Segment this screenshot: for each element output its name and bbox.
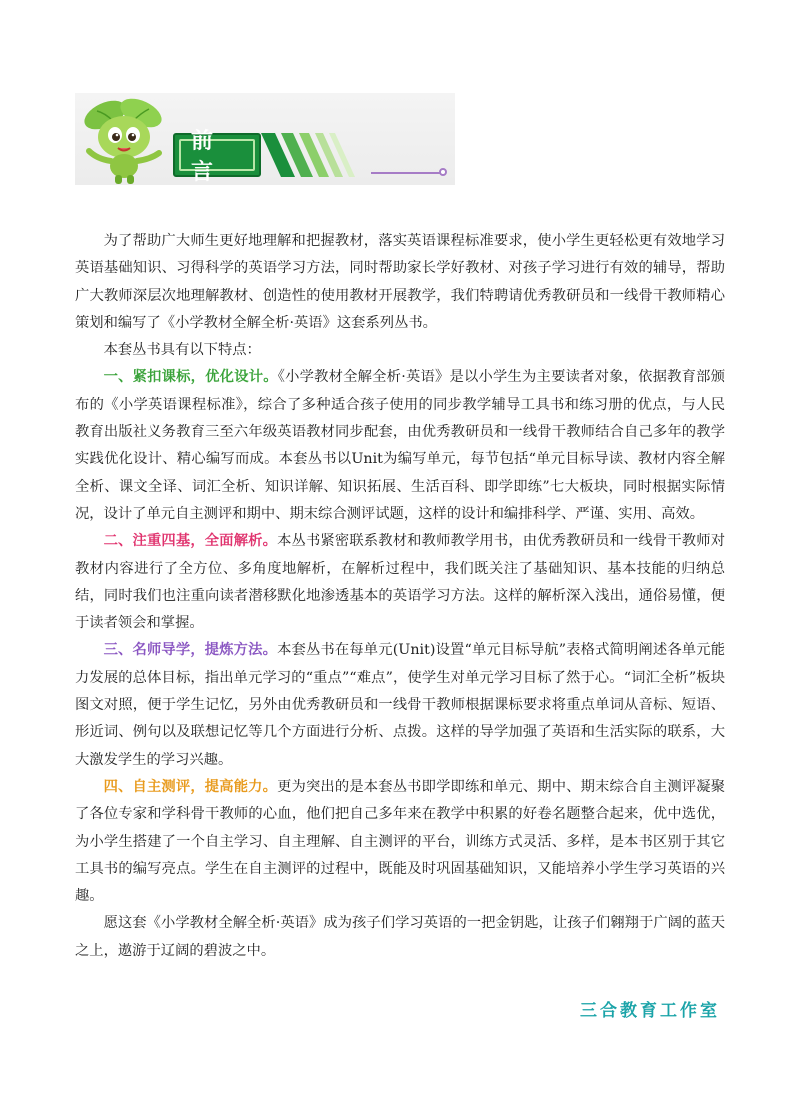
preface-banner (75, 93, 455, 185)
features-intro: 本套丛书具有以下特点： (103, 342, 261, 359)
feature-4-body: 更为突出的是本套丛书即学即练和单元、期中、期末综合自主测评凝聚了各位专家和学科骨干教师的心血，他们把自己多年来在教学中积累的好卷名题整合起来，优中选优，为小学生搭建了一个自主学习、自主理解、自主测评的平台，训练方式灵活、多样，是本书区别于其它工具书的编写亮点。学生在自主测评的过程中，既能及时巩固基础知识，又能培养小学生学习英语的兴趣。 (75, 778, 726, 905)
feature-2-heading: 二、注重四基，全面解析。 (103, 533, 278, 550)
banner-rule (371, 172, 443, 174)
closing-paragraph: 愿这套《小学教材全解全析·英语》成为孩子们学习英语的一把金钥匙，让孩子们翱翔于广阔的蓝天之上，遨游于辽阔的碧波之中。 (75, 915, 725, 959)
feature-2 (75, 528, 725, 637)
page-title: 前言 (179, 139, 255, 171)
feature-3-heading: 三、名师导学，提炼方法。 (103, 642, 278, 659)
banner-stripes (261, 133, 371, 177)
feature-1-heading: 一、紧扣课标，优化设计。 (103, 369, 278, 386)
intro-paragraph: 为了帮助广大师生更好地理解和把握教材，落实英语课程标准要求，使小学生更轻松更有效地学习英语基础知识、习得科学的英语学习方法，同时帮助家长学好教材、对孩子学习进行有效的辅导，帮助广大教师深层次地理解教材、创造性的使用教材开展教学，我们特聘请优秀教研员和一线骨干教师精心策划和编写了《小学教材全解全析·英语》这套系列丛书。 (75, 233, 725, 331)
banner-rule-dot (439, 168, 447, 176)
feature-3 (75, 637, 725, 773)
feature-4 (75, 774, 725, 910)
feature-1 (75, 364, 725, 528)
feature-2-body: 本丛书紧密联系教材和教师教学用书，由优秀教研员和一线骨干教师对教材内容进行了全方位、多角度地解析，在解析过程中，我们既关注了基础知识、基本技能的归纳总结，同时我们也注重向读者潜移默化地渗透基本的英语学习方法。这样的解析深入浅出，通俗易懂，便于读者领会和掌握。 (75, 533, 726, 632)
author-signature: 三合教育工作室 (580, 1001, 720, 1021)
leaf-sprout-mascot-icon (75, 93, 175, 185)
preface-title-box (173, 129, 261, 185)
feature-1-body: 《小学教材全解全析·英语》是以小学生为主要读者对象，依据教育部颁布的《小学英语课程标准》，综合了多种适合孩子使用的同步教学辅导工具书和练习册的优点，与人民教育出版社义务教育三至六年级英语教材同步配套，由优秀教研员和一线骨干教师结合自己多年的教学实践优化设计、精心编写而成。本套丛书以Unit为编写单元，每节包括“单元目标导读、教材内容全解全析、课文全译、词汇全析、知识详解、知识拓展、生活百科、即学即练”七大板块，同时根据实际情况，设计了单元自主测评和期中、期末综合测评试题，这样的设计和编排科学、严谨、实用、高效。 (75, 369, 725, 522)
feature-3-body: 本套丛书在每单元(Unit)设置“单元目标导航”表格式简明阐述各单元能力发展的总体目标，指出单元学习的“重点”“难点”，使学生对单元学习目标了然于心。“词汇全析”板块图文对照，便于学生记忆，另外由优秀教研员和一线骨干教师根据课标要求将重点单词从音标、短语、形近词、例句以及联想记忆等几个方面进行分析、点拨。这样的导学加强了英语和生活实际的联系，大大激发学生的学习兴趣。 (75, 642, 725, 768)
preface-body (75, 228, 725, 965)
feature-4-heading: 四、自主测评，提高能力。 (103, 778, 278, 795)
